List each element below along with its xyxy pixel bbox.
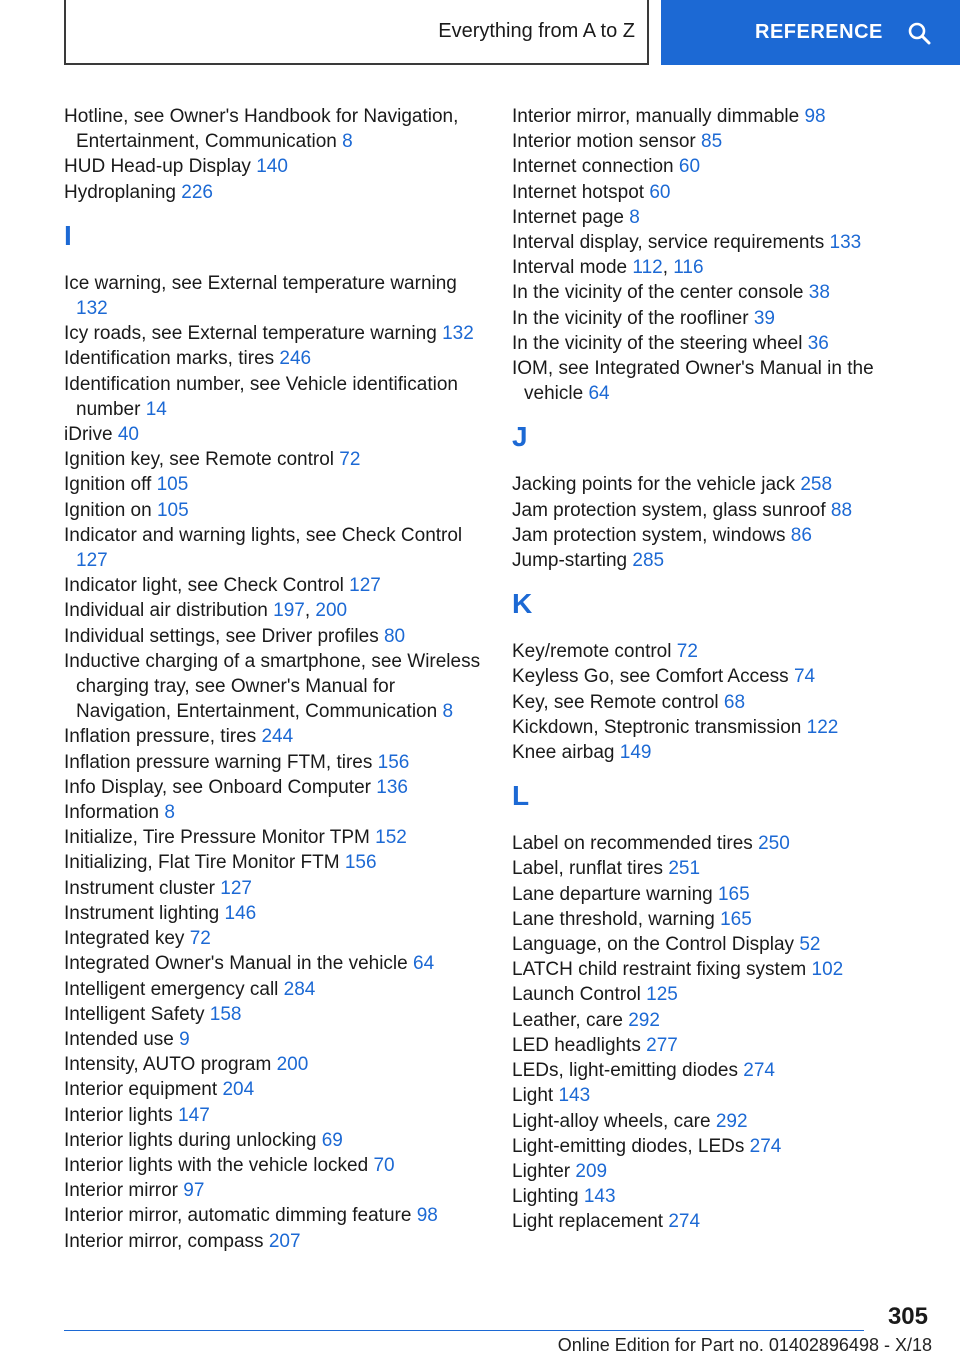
index-entry (512, 715, 932, 740)
index-entry (64, 372, 484, 422)
page-reference-link[interactable]: 156 (344, 852, 377, 874)
page-reference-link[interactable]: 64 (413, 953, 435, 975)
page-reference-link[interactable]: 72 (676, 641, 698, 663)
page-reference-link[interactable]: 292 (715, 1110, 748, 1132)
page-reference-link[interactable]: 165 (717, 883, 750, 905)
index-entry-term: Interior mirror, automatic dimming feature (64, 1205, 412, 1227)
index-letter-heading: K (512, 588, 533, 620)
index-entry-term: In the vicinity of the steering wheel (512, 332, 803, 354)
index-entry-term: LATCH child restraint fixing system (512, 959, 807, 981)
index-entry-term: Light (512, 1085, 554, 1107)
index-entry (64, 1052, 484, 1077)
index-entry (64, 447, 484, 472)
index-entry-term: Intensity, AUTO program (64, 1054, 272, 1076)
page-reference-link[interactable]: 72 (189, 928, 211, 950)
index-entry (512, 882, 932, 907)
page-reference-link[interactable]: 64 (588, 383, 610, 405)
page-reference-link[interactable]: 149 (619, 742, 652, 764)
page-reference-link[interactable]: 97 (183, 1180, 205, 1202)
header-chapter-tab[interactable] (661, 0, 960, 65)
index-entry (512, 306, 932, 331)
index-entry (512, 1033, 932, 1058)
page-reference-link[interactable]: 251 (668, 858, 701, 880)
index-entry-term: Light-alloy wheels, care (512, 1110, 711, 1132)
index-letter-heading: J (512, 421, 528, 453)
index-entry (64, 498, 484, 523)
page-reference-link[interactable]: 143 (583, 1186, 616, 1208)
page-reference-link[interactable]: 112 (632, 257, 663, 279)
page-reference-link[interactable]: 122 (806, 716, 839, 738)
index-entry (512, 1159, 932, 1184)
index-entry-term: Lane departure warning (512, 883, 713, 905)
page-reference-link[interactable]: 132 (76, 298, 108, 320)
index-entry-term: Intelligent emergency call (64, 978, 279, 1000)
index-entry (64, 750, 484, 775)
index-entry (64, 1229, 484, 1254)
index-entry (64, 800, 484, 825)
index-entry (64, 775, 484, 800)
page-reference-link[interactable]: 85 (701, 131, 723, 153)
page-reference-link[interactable]: 125 (646, 984, 678, 1006)
page-reference-link[interactable]: 200 (315, 600, 348, 622)
index-entry (64, 850, 484, 875)
index-entry-term: In the vicinity of the center console (512, 282, 804, 304)
page-reference-link[interactable]: 52 (799, 934, 821, 956)
page-reference-link[interactable]: 9 (179, 1028, 190, 1050)
index-entry-term: Key/remote control (512, 641, 672, 663)
index-entry-term: LED headlights (512, 1034, 641, 1056)
index-entry (64, 472, 484, 497)
page-reference-link[interactable]: 70 (373, 1154, 395, 1176)
page-reference-link[interactable]: 209 (575, 1160, 608, 1182)
page-reference-link[interactable]: 136 (376, 776, 408, 798)
index-entry (512, 356, 932, 406)
index-entry (512, 548, 932, 573)
page-reference-link[interactable]: 102 (811, 959, 844, 981)
page-reference-link[interactable]: 207 (268, 1230, 301, 1252)
index-entry (64, 1002, 484, 1027)
index-entry-term: Integrated key (64, 928, 185, 950)
index-entry (512, 690, 932, 715)
index-entry (64, 1077, 484, 1102)
index-entry-term: Icy roads, see External temperature warning (64, 323, 437, 345)
index-column-right (512, 104, 932, 1235)
index-entry-term: Jam protection system, glass sunroof (512, 499, 826, 521)
page-reference-link[interactable]: 140 (256, 156, 288, 178)
index-entry-term: Instrument lighting (64, 902, 220, 924)
index-entry (512, 856, 932, 881)
index-entry (64, 573, 484, 598)
index-entry (64, 876, 484, 901)
page-reference-link[interactable]: 165 (720, 908, 752, 930)
index-entry (64, 154, 484, 179)
index-entry-term: Launch Control (512, 984, 641, 1006)
page-reference-link[interactable]: 8 (629, 206, 640, 228)
page-reference-link[interactable]: 284 (283, 978, 316, 1000)
page-reference-link[interactable]: 204 (222, 1079, 255, 1101)
page-reference-link[interactable]: 105 (156, 499, 189, 521)
index-entry-term: Jam protection system, windows (512, 524, 786, 546)
page-reference-link[interactable]: 8 (442, 701, 454, 723)
index-entry (64, 1178, 484, 1203)
page-reference-link[interactable]: 274 (743, 1060, 775, 1082)
page-reference-link[interactable]: 68 (723, 691, 746, 713)
page-reference-link[interactable]: 250 (758, 833, 790, 855)
index-entry-term: Lane threshold, warning (512, 908, 715, 930)
page-reference-link[interactable]: 197 (273, 600, 305, 622)
index-entry-term: Knee airbag (512, 742, 615, 764)
index-entry (512, 154, 932, 179)
page-reference-link[interactable]: 200 (276, 1054, 309, 1076)
index-entry (64, 422, 484, 447)
index-entry-term: Indicator light, see Check Control (64, 575, 344, 597)
page-reference-link[interactable]: 36 (807, 332, 829, 354)
index-entry-term: LEDs, light-emitting diodes (512, 1060, 738, 1082)
index-entry-term: Ignition key, see Remote control (64, 449, 335, 471)
index-entry (512, 129, 932, 154)
index-entry (512, 104, 932, 129)
page-reference-link[interactable]: 86 (790, 524, 812, 546)
index-entry-term: Light-emitting diodes, LEDs (512, 1135, 745, 1157)
index-entry-term: Identification number, see Vehicle identification number (64, 373, 458, 420)
index-entry (512, 523, 932, 548)
index-entry-term: Key, see Remote control (512, 691, 719, 713)
index-entry-term: Interior lights with the vehicle locked (64, 1154, 369, 1176)
page-reference-link[interactable]: 132 (442, 323, 474, 345)
index-entry (64, 523, 484, 573)
index-entry (512, 1083, 932, 1108)
index-entry-term: Light replacement (512, 1211, 664, 1233)
page-reference-link[interactable]: 147 (178, 1104, 210, 1126)
index-entry (512, 331, 932, 356)
index-entry-term: Hydroplaning (64, 181, 176, 203)
index-entry-term: Initializing, Flat Tire Monitor FTM (64, 852, 340, 874)
page-reference-link[interactable]: 146 (224, 902, 257, 924)
index-entry-term: Language, on the Control Display (512, 934, 795, 956)
index-entry-term: Ignition on (64, 499, 152, 521)
index-entry-term: Initialize, Tire Pressure Monitor TPM (64, 827, 370, 849)
index-entry-term: Interior mirror, manually dimmable (512, 106, 800, 127)
page-reference-link[interactable]: 60 (649, 181, 671, 203)
index-entry (512, 664, 932, 689)
index-entry-term: Lighting (512, 1186, 579, 1208)
page-reference-link[interactable]: 80 (383, 625, 406, 647)
index-entry-term: Identification marks, tires (64, 348, 275, 370)
page-reference-link[interactable]: 74 (793, 666, 816, 688)
index-entry-term: Jump-starting (512, 550, 628, 572)
index-letter-heading: I (64, 219, 72, 251)
page-reference-link[interactable]: 226 (181, 181, 213, 203)
index-entry (64, 951, 484, 976)
index-entry-term: iDrive (64, 424, 113, 446)
page-reference-link[interactable]: 127 (220, 877, 252, 899)
index-entry (64, 104, 484, 154)
index-entry-term: In the vicinity of the roofliner (512, 307, 749, 329)
page-reference-link[interactable]: 127 (76, 550, 108, 572)
index-entry-term: Label, runflat tires (512, 858, 664, 880)
page-reference-link[interactable]: 156 (377, 751, 410, 773)
index-entry-term: Internet page (512, 206, 624, 228)
index-entry (512, 280, 932, 305)
header-section-title: Everything from A to Z (438, 20, 635, 42)
index-entry (512, 1209, 932, 1234)
page-reference-link[interactable]: 246 (279, 348, 312, 370)
index-entry-term: Interior mirror, compass (64, 1230, 264, 1252)
index-entry (512, 982, 932, 1007)
page-reference-link[interactable]: 274 (749, 1135, 782, 1157)
index-entry (512, 1184, 932, 1209)
index-entry-term: Information (64, 802, 160, 824)
index-entry (64, 1128, 484, 1153)
index-entry (64, 926, 484, 951)
index-entry (64, 825, 484, 850)
index-entry (512, 472, 932, 497)
index-entry-term: Indicator and warning lights, see Check Control (64, 524, 463, 546)
index-entry (512, 932, 932, 957)
index-entry-term: HUD Head-up Display (64, 156, 251, 178)
index-entry (64, 346, 484, 371)
index-entry (64, 649, 484, 725)
index-entry (512, 1134, 932, 1159)
index-entry (512, 907, 932, 932)
index-entry (64, 1153, 484, 1178)
index-entry-term: Keyless Go, see Comfort Access (512, 666, 789, 688)
index-entry (64, 901, 484, 926)
page-reference-link[interactable]: 244 (261, 726, 294, 748)
page-reference-link[interactable]: 127 (349, 575, 381, 597)
index-entry-term: Label on recommended tires (512, 833, 753, 855)
index-letter-heading: L (512, 780, 530, 812)
index-entry-term: Individual air distribution (64, 600, 268, 622)
index-entry-term: Interior lights during unlocking (64, 1129, 317, 1151)
index-entry-term: Internet hotspot (512, 181, 645, 203)
index-entry (512, 740, 932, 765)
page-reference-link[interactable]: 88 (830, 499, 853, 521)
index-entry-term: Lighter (512, 1160, 571, 1182)
page-reference-link[interactable]: 285 (632, 550, 665, 572)
index-entry (512, 957, 932, 982)
index-entry-term: Inflation pressure warning FTM, tires (64, 751, 373, 773)
index-entry-term: Interval display, service requirements (512, 232, 825, 254)
index-entry (64, 180, 484, 205)
footer-edition: Online Edition for Part no. 01402896498 - X/18 (557, 1335, 932, 1355)
index-entry (512, 1109, 932, 1134)
index-entry-term: Interior equipment (64, 1079, 218, 1101)
index-entry-term: Interior mirror (64, 1180, 179, 1202)
index-entry: Individual air distribution 197, 200 (64, 600, 348, 622)
index-entry (64, 321, 484, 346)
index-entry (512, 230, 932, 255)
index-entry-term: Hotline, see Owner's Handbook for Navigation, Entertainment, Communication (64, 106, 459, 153)
index-entry-term: Info Display, see Onboard Computer (64, 776, 371, 798)
index-entry-term: Kickdown, Steptronic transmission (512, 716, 802, 738)
page-reference-link[interactable]: 143 (558, 1085, 591, 1107)
index-entry (512, 205, 932, 230)
index-entry (512, 639, 932, 664)
index-entry-term: Inductive charging of a smartphone, see Wireless charging tray, see Owner's Manual for Navigation, Entertainment, Communication (64, 650, 481, 723)
index-entry: Interval mode 112, 116 (512, 257, 704, 279)
index-entry (64, 624, 484, 649)
index-entry (64, 271, 484, 321)
page-reference-link[interactable]: 98 (416, 1205, 438, 1227)
index-entry-term: IOM, see Integrated Owner's Manual in the vehicle (512, 358, 874, 405)
index-entry-term: Interior lights (64, 1104, 173, 1126)
index-entry-term: Leather, care (512, 1009, 623, 1031)
index-entry-term: Intelligent Safety (64, 1003, 205, 1025)
page-reference-link[interactable]: 38 (808, 282, 830, 304)
index-entry-term: Integrated Owner's Manual in the vehicle (64, 953, 408, 975)
index-entry-term: Inflation pressure, tires (64, 726, 257, 748)
index-entry-term: Ignition off (64, 474, 152, 496)
page-reference-link[interactable]: 152 (375, 827, 407, 849)
index-entry-term: Instrument cluster (64, 877, 215, 899)
index-entry (512, 1008, 932, 1033)
page-reference-link[interactable]: 116 (673, 257, 704, 279)
index-entry (64, 1027, 484, 1052)
footer-divider (64, 1330, 864, 1331)
index-entry-term: Individual settings, see Driver profiles (64, 625, 379, 647)
index-entry-term: Jacking points for the vehicle jack (512, 474, 796, 496)
index-entry-term: Interior motion sensor (512, 131, 696, 153)
page-reference-link[interactable]: 98 (804, 106, 826, 127)
index-column-left (64, 104, 484, 1254)
index-entry (64, 1203, 484, 1228)
page-reference-link[interactable]: 39 (753, 307, 775, 329)
page-reference-link[interactable]: 60 (678, 156, 701, 178)
search-icon[interactable] (907, 21, 931, 45)
page-reference-link[interactable]: 105 (156, 474, 189, 496)
page-reference-link[interactable]: 274 (668, 1211, 701, 1233)
page-reference-link[interactable]: 8 (342, 131, 353, 153)
page-reference-link[interactable]: 292 (628, 1009, 660, 1031)
page-reference-link[interactable]: 258 (800, 474, 833, 496)
page-reference-link[interactable]: 14 (145, 398, 167, 420)
index-entry (64, 1103, 484, 1128)
index-entry (512, 180, 932, 205)
index-entry (512, 1058, 932, 1083)
page-reference-link[interactable]: 72 (339, 449, 361, 471)
index-entry-term: Interval mode (512, 257, 628, 279)
page-reference-link[interactable]: 133 (829, 232, 862, 254)
page-reference-link[interactable]: 158 (209, 1003, 242, 1025)
index-entry-term: Ice warning, see External temperature warning (64, 272, 457, 294)
index-entry (512, 498, 932, 523)
page-reference-link[interactable]: 40 (117, 424, 139, 446)
page-number: 305 (887, 1303, 928, 1330)
page-reference-link[interactable]: 69 (321, 1129, 343, 1151)
index-entry (64, 724, 484, 749)
header-chapter-title: REFERENCE (755, 21, 883, 43)
index-entry-term: Internet connection (512, 156, 674, 178)
index-entry (64, 977, 484, 1002)
index-entry (512, 831, 932, 856)
header-section (64, 0, 649, 65)
page-reference-link[interactable]: 277 (646, 1034, 678, 1056)
page-reference-link[interactable]: 8 (164, 802, 175, 824)
index-entry-term: Intended use (64, 1028, 174, 1050)
